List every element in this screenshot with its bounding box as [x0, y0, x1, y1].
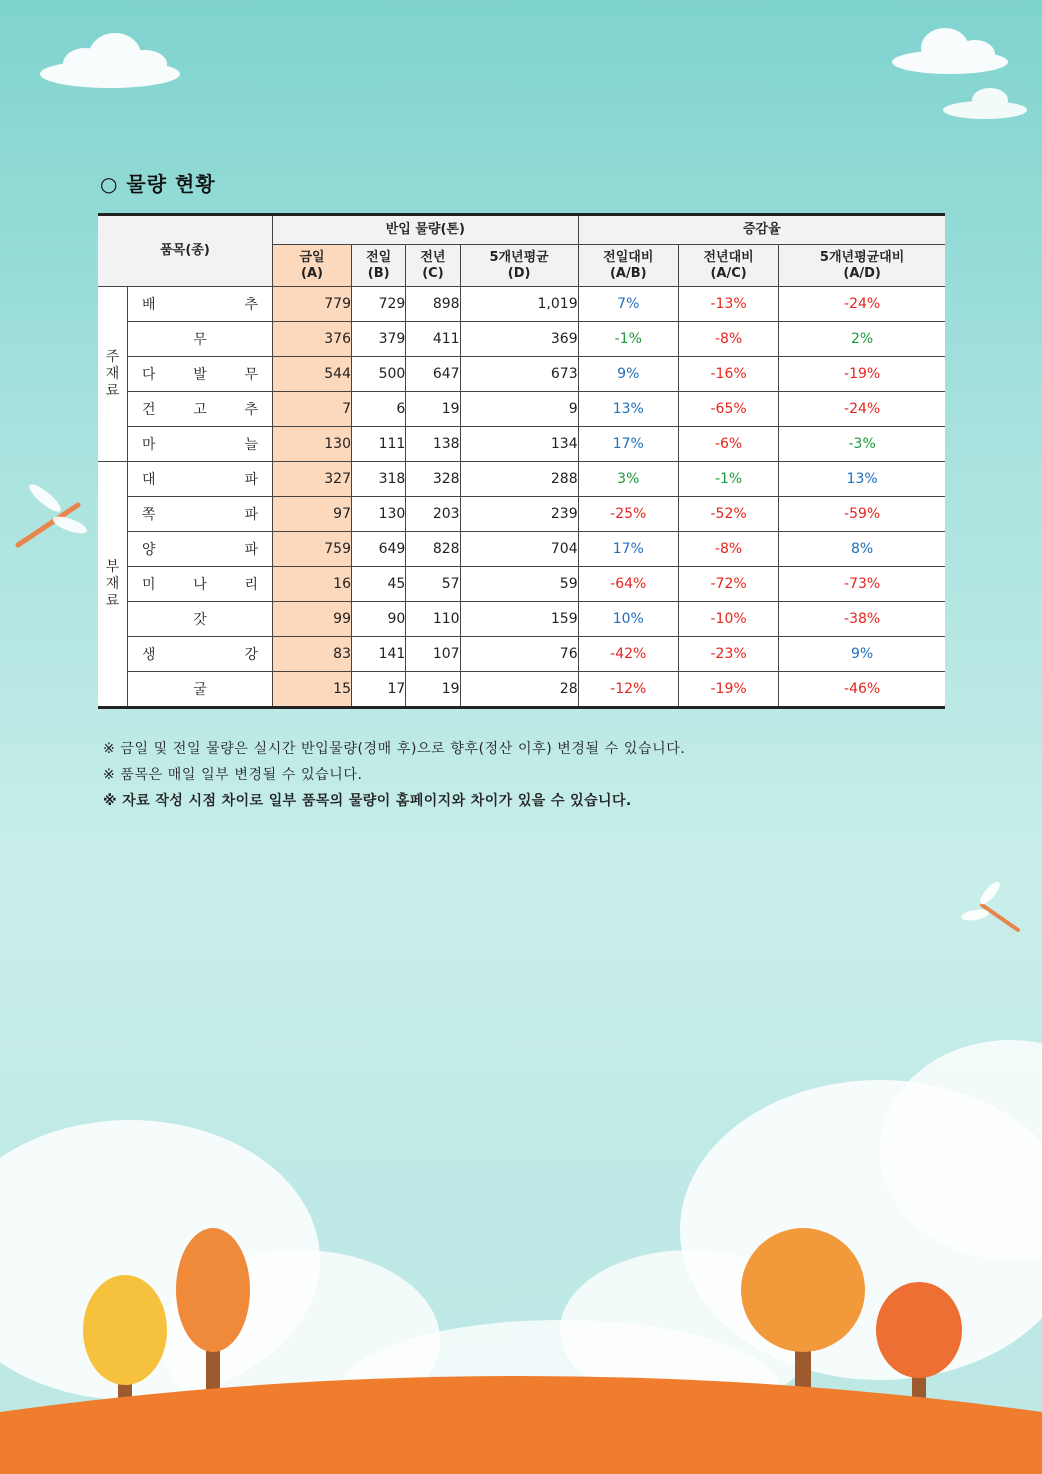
- table-row: [98, 532, 945, 567]
- item-name: [128, 637, 273, 672]
- cell-lastyear: 411: [406, 322, 460, 357]
- cell-lastyear: 19: [406, 392, 460, 427]
- category-char: 재: [105, 575, 120, 592]
- item-char: 배: [142, 297, 156, 313]
- cell-vs-lastyear: -6%: [678, 427, 778, 462]
- table-row: [98, 462, 945, 497]
- item-name: [128, 392, 273, 427]
- item-name: [128, 672, 273, 708]
- cell-avg5: 1,019: [460, 287, 578, 322]
- item-char: 무: [244, 367, 258, 383]
- table-row: [98, 392, 945, 427]
- cell-avg5: 288: [460, 462, 578, 497]
- table-row: [98, 497, 945, 532]
- cell-today: 779: [273, 287, 352, 322]
- table-row: [98, 357, 945, 392]
- cell-vs-lastyear: -8%: [678, 322, 778, 357]
- cell-vs-prev: 13%: [578, 392, 678, 427]
- item-char: 쪽: [142, 507, 156, 523]
- cell-vs-prev: -64%: [578, 567, 678, 602]
- item-char: 미: [142, 577, 156, 593]
- cell-today: 16: [273, 567, 352, 602]
- category-sub: [98, 462, 128, 708]
- cell-avg5: 239: [460, 497, 578, 532]
- cell-vs-lastyear: -8%: [678, 532, 778, 567]
- item-char: 양: [142, 542, 156, 558]
- cell-prev: 141: [352, 637, 406, 672]
- cell-vs-lastyear: -10%: [678, 602, 778, 637]
- cell-lastyear: 647: [406, 357, 460, 392]
- cell-vs-lastyear: -16%: [678, 357, 778, 392]
- change-group-header: 증감율: [578, 215, 945, 245]
- cell-vs-lastyear: -72%: [678, 567, 778, 602]
- cell-vs-5yr: 2%: [779, 322, 945, 357]
- cell-today: 130: [273, 427, 352, 462]
- notes: [103, 738, 685, 816]
- cell-prev: 649: [352, 532, 406, 567]
- table-row: [98, 427, 945, 462]
- note-homepage-diff: ※ 자료 작성 시점 차이로 일부 품목의 물량이 홈페이지와 차이가 있을 수 있습니다.: [103, 793, 632, 809]
- category-char: 료: [105, 382, 120, 399]
- cell-avg5: 134: [460, 427, 578, 462]
- cell-vs-prev: 17%: [578, 427, 678, 462]
- section-title: ○ 물량 현황: [100, 172, 216, 196]
- cell-vs-lastyear: -13%: [678, 287, 778, 322]
- note-realtime: ※ 금일 및 전일 물량은 실시간 반입물량(경매 후)으로 향후(정산 이후) 변경될 수 있습니다.: [103, 741, 686, 757]
- cell-lastyear: 328: [406, 462, 460, 497]
- cell-prev: 111: [352, 427, 406, 462]
- cell-lastyear: 110: [406, 602, 460, 637]
- cell-vs-5yr: -46%: [779, 672, 945, 708]
- cell-today: 7: [273, 392, 352, 427]
- item-char: 강: [244, 647, 258, 663]
- cell-vs-5yr: -19%: [779, 357, 945, 392]
- item-char: 파: [244, 542, 258, 558]
- cell-lastyear: 138: [406, 427, 460, 462]
- cell-vs-5yr: -59%: [779, 497, 945, 532]
- item-name: [128, 322, 273, 357]
- cell-lastyear: 203: [406, 497, 460, 532]
- item-char: 파: [244, 472, 258, 488]
- item-char: 마: [142, 437, 156, 453]
- item-name: [128, 287, 273, 322]
- cell-lastyear: 898: [406, 287, 460, 322]
- item-char: 생: [142, 647, 156, 663]
- item-name: [128, 532, 273, 567]
- cell-vs-lastyear: -23%: [678, 637, 778, 672]
- cell-lastyear: 107: [406, 637, 460, 672]
- cell-today: 99: [273, 602, 352, 637]
- item-char: 고: [193, 402, 207, 418]
- cell-vs-prev: 3%: [578, 462, 678, 497]
- cell-lastyear: 828: [406, 532, 460, 567]
- cell-prev: 729: [352, 287, 406, 322]
- cell-vs-prev: 10%: [578, 602, 678, 637]
- item-name: [128, 567, 273, 602]
- table-row: [98, 322, 945, 357]
- item-char: 나: [193, 577, 207, 593]
- note-items-change: ※ 품목은 매일 일부 변경될 수 있습니다.: [103, 767, 363, 783]
- cell-prev: 6: [352, 392, 406, 427]
- category-char: 재: [105, 365, 120, 382]
- cell-vs-5yr: -24%: [779, 392, 945, 427]
- item-char: 발: [193, 367, 207, 383]
- cell-vs-lastyear: -52%: [678, 497, 778, 532]
- table-row: [98, 287, 945, 322]
- item-char: 무: [193, 332, 207, 348]
- cell-vs-5yr: 8%: [779, 532, 945, 567]
- cell-vs-prev: 9%: [578, 357, 678, 392]
- cell-today: 759: [273, 532, 352, 567]
- col-vs-5yr-header: 5개년평균대비 (A/D): [779, 245, 945, 287]
- item-char: 리: [244, 577, 258, 593]
- cell-vs-5yr: -3%: [779, 427, 945, 462]
- col-today-header: 금일 (A): [273, 245, 352, 287]
- inflow-group-header: 반입 물량(톤): [273, 215, 579, 245]
- item-header: 품목(종): [98, 215, 273, 287]
- col-lastyear-header: 전년 (C): [406, 245, 460, 287]
- cell-vs-prev: -25%: [578, 497, 678, 532]
- col-vs-prev-header: 전일대비 (A/B): [578, 245, 678, 287]
- item-name: [128, 602, 273, 637]
- cell-prev: 90: [352, 602, 406, 637]
- cell-today: 327: [273, 462, 352, 497]
- cell-avg5: 159: [460, 602, 578, 637]
- cell-vs-5yr: 9%: [779, 637, 945, 672]
- cell-vs-5yr: -73%: [779, 567, 945, 602]
- category-char: 주: [105, 348, 120, 365]
- cell-prev: 17: [352, 672, 406, 708]
- cell-avg5: 704: [460, 532, 578, 567]
- cell-prev: 45: [352, 567, 406, 602]
- cell-vs-lastyear: -1%: [678, 462, 778, 497]
- table-row: [98, 602, 945, 637]
- item-name: [128, 357, 273, 392]
- cell-vs-prev: -12%: [578, 672, 678, 708]
- item-name: [128, 427, 273, 462]
- cell-prev: 318: [352, 462, 406, 497]
- category-char: 료: [105, 592, 120, 609]
- item-char: 늘: [244, 437, 258, 453]
- cell-vs-prev: -1%: [578, 322, 678, 357]
- cell-vs-lastyear: -65%: [678, 392, 778, 427]
- table-row: [98, 672, 945, 708]
- cell-vs-prev: 7%: [578, 287, 678, 322]
- item-char: 건: [142, 402, 156, 418]
- cell-avg5: 9: [460, 392, 578, 427]
- col-vs-lastyear-header: 전년대비 (A/C): [678, 245, 778, 287]
- item-char: 추: [244, 297, 258, 313]
- cell-prev: 500: [352, 357, 406, 392]
- cell-avg5: 76: [460, 637, 578, 672]
- cell-vs-5yr: -24%: [779, 287, 945, 322]
- col-5yr-header: 5개년평균 (D): [460, 245, 578, 287]
- item-name: [128, 462, 273, 497]
- category-main: [98, 287, 128, 462]
- item-char: 다: [142, 367, 156, 383]
- item-name: [128, 497, 273, 532]
- cell-today: 15: [273, 672, 352, 708]
- cell-today: 544: [273, 357, 352, 392]
- cell-lastyear: 19: [406, 672, 460, 708]
- item-char: 대: [142, 472, 156, 488]
- item-char: 파: [244, 507, 258, 523]
- volume-table: [98, 213, 945, 709]
- cell-avg5: 673: [460, 357, 578, 392]
- cell-today: 97: [273, 497, 352, 532]
- cell-today: 376: [273, 322, 352, 357]
- cell-prev: 130: [352, 497, 406, 532]
- table-body: [98, 287, 945, 708]
- cell-avg5: 28: [460, 672, 578, 708]
- cell-vs-lastyear: -19%: [678, 672, 778, 708]
- item-char: 굴: [193, 682, 207, 698]
- cell-vs-5yr: -38%: [779, 602, 945, 637]
- cell-today: 83: [273, 637, 352, 672]
- cell-avg5: 59: [460, 567, 578, 602]
- cell-prev: 379: [352, 322, 406, 357]
- item-char: 추: [244, 402, 258, 418]
- item-char: 갓: [193, 612, 207, 628]
- cell-lastyear: 57: [406, 567, 460, 602]
- table-row: [98, 567, 945, 602]
- cell-vs-5yr: 13%: [779, 462, 945, 497]
- cell-avg5: 369: [460, 322, 578, 357]
- category-char: 부: [105, 558, 120, 575]
- cell-vs-prev: 17%: [578, 532, 678, 567]
- table-row: [98, 637, 945, 672]
- col-prev-header: 전일 (B): [352, 245, 406, 287]
- cell-vs-prev: -42%: [578, 637, 678, 672]
